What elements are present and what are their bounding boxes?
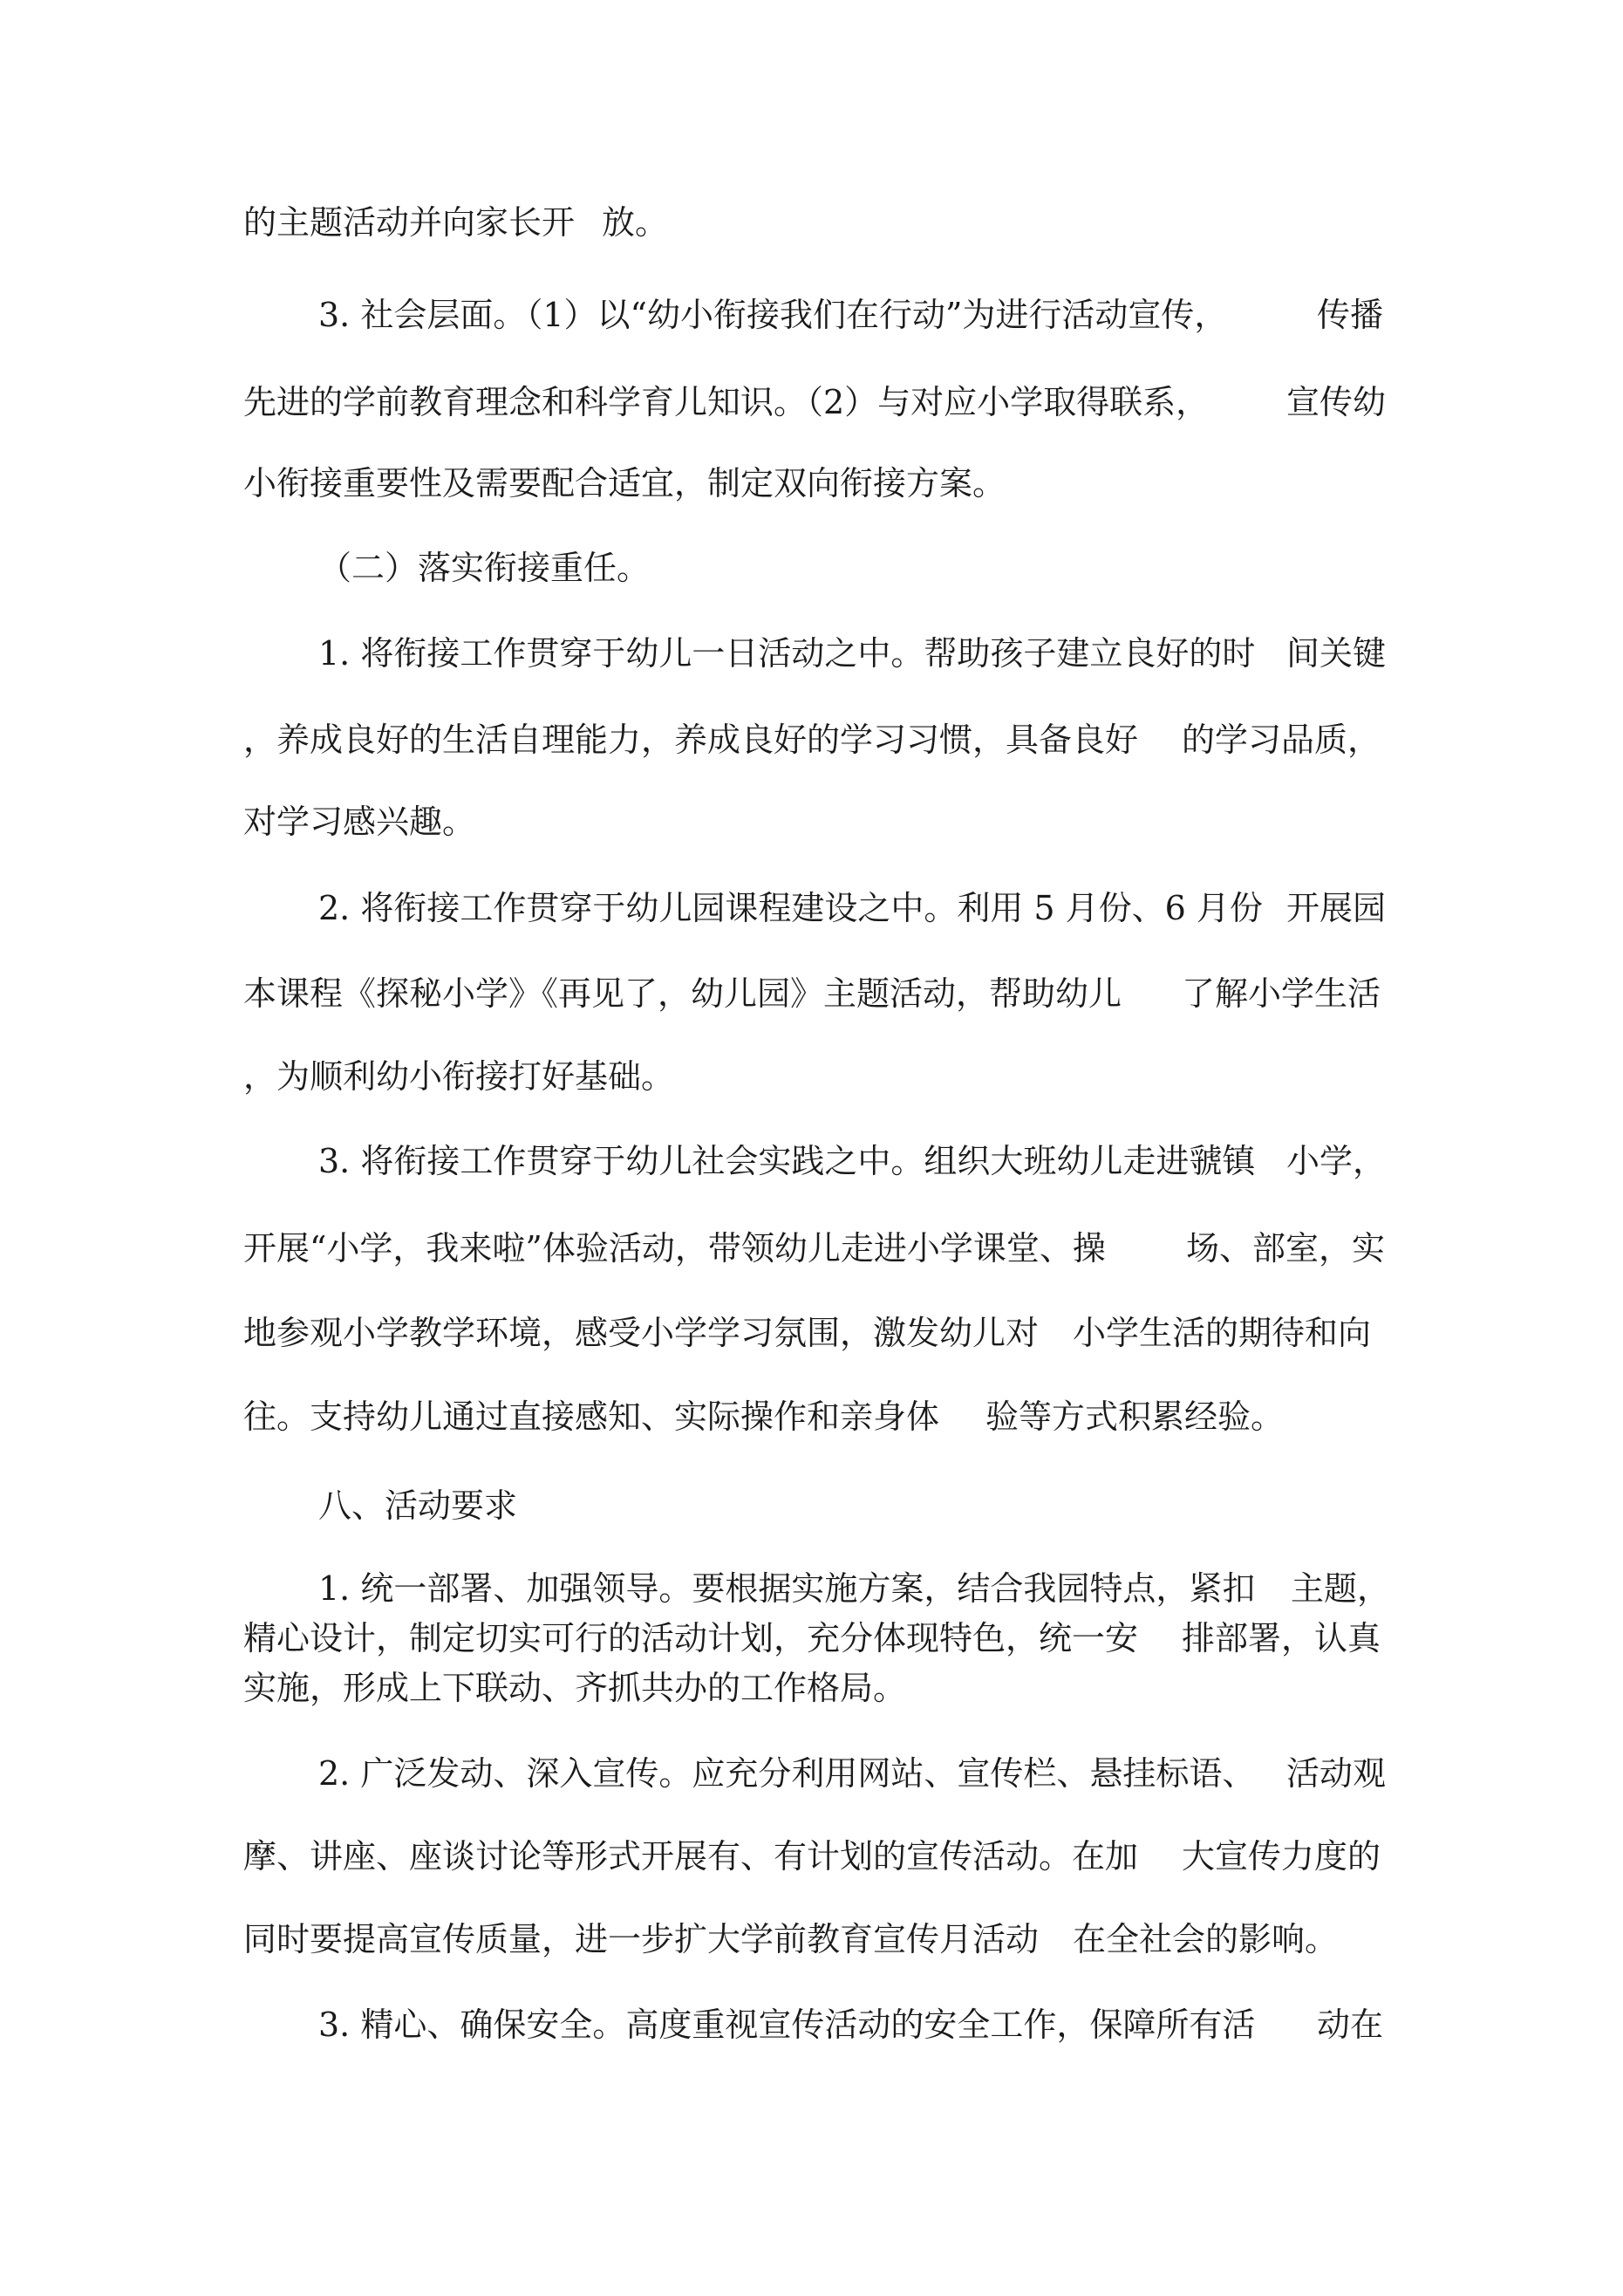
text-segment: 3. 社会层面。（1）以“幼小衔接我们在行动”为进行活动宣传，: [318, 296, 1228, 334]
text-line: [0, 632, 1623, 675]
text-line: [0, 972, 1623, 1015]
text-line: [0, 718, 1623, 762]
text-line: [0, 1666, 1623, 1710]
section-heading: [0, 546, 1623, 590]
text-line: [0, 1227, 1623, 1270]
text-segment: 间关键: [1286, 634, 1387, 673]
text-segment: 动在: [1317, 2006, 1384, 2044]
text-segment: 的主题活动并向家长开: [243, 203, 576, 242]
text-segment: 先进的学前教育理念和科学育儿知识。（2）与对应小学取得联系，: [243, 383, 1210, 421]
text-segment: 同时要提高宣传质量，进一步扩大学前教育宣传月活动: [243, 1920, 1040, 1958]
text-segment: 主题，: [1291, 1569, 1391, 1608]
text-segment: 1. 将衔接工作贯穿于幼儿一日活动之中。帮助孩子建立良好的时: [318, 634, 1256, 673]
text-segment: 本课程《探秘小学》《再见了，幼儿园》主题活动，帮助幼儿: [243, 974, 1122, 1013]
text-line: [0, 1917, 1623, 1961]
text-segment: 3. 精心、确保安全。高度重视宣传活动的安全工作，保障所有活: [318, 2006, 1256, 2044]
text-line: [0, 1567, 1623, 1610]
text-line: [0, 1395, 1623, 1438]
text-segment: 宣传幼: [1286, 383, 1387, 421]
text-line: [0, 1139, 1623, 1183]
text-segment: 场、部室，实: [1186, 1229, 1386, 1268]
text-segment: 了解小学生活: [1182, 974, 1381, 1013]
text-segment: 小学生活的期待和向: [1073, 1314, 1372, 1352]
text-line: [0, 380, 1623, 424]
text-segment: 在全社会的影响。: [1073, 1920, 1339, 1958]
text-line: [0, 800, 1623, 844]
text-segment: 往。支持幼儿通过直接感知、实际操作和亲身体: [243, 1397, 940, 1436]
text-line: [0, 1311, 1623, 1355]
text-segment: 的学习品质，: [1182, 721, 1381, 759]
text-segment: 精心设计，制定切实可行的活动计划，充分体现特色，统一安: [243, 1619, 1139, 1657]
text-line: [0, 461, 1623, 505]
text-segment: 实施，形成上下联动、齐抓共办的工作格局。: [243, 1669, 907, 1707]
text-segment: 开展“小学，我来啦”体验活动，带领幼儿走进小学课堂、操: [243, 1229, 1106, 1268]
text-line: [0, 1055, 1623, 1098]
text-segment: 排部署，认真: [1182, 1619, 1381, 1657]
text-line: [0, 886, 1623, 930]
text-segment: ，为顺利幼小衔接打好基础。: [243, 1057, 675, 1096]
text-line: [0, 1752, 1623, 1795]
text-segment: 对学习感兴趣。: [243, 803, 476, 841]
text-segment: 传播: [1317, 296, 1384, 334]
text-segment: 八、活动要求: [318, 1486, 518, 1525]
text-line: [0, 293, 1623, 337]
text-line: [0, 2003, 1623, 2047]
text-segment: 3. 将衔接工作贯穿于幼儿社会实践之中。组织大班幼儿走进虢镇: [318, 1142, 1256, 1180]
text-segment: 地参观小学教学环境，感受小学学习氛围，激发幼儿对: [243, 1314, 1040, 1352]
text-segment: 活动观: [1286, 1754, 1387, 1793]
text-segment: 小学，: [1286, 1142, 1387, 1180]
text-segment: （二）落实衔接重任。: [318, 549, 651, 587]
text-segment: 1. 统一部署、加强领导。要根据实施方案，结合我园特点，紧扣: [318, 1569, 1256, 1608]
text-line: [0, 1835, 1623, 1878]
text-line: [0, 1616, 1623, 1660]
text-segment: ，养成良好的生活自理能力，养成良好的学习习惯，具备良好: [243, 721, 1139, 759]
text-segment: 2. 将衔接工作贯穿于幼儿园课程建设之中。利用 5 月份、6 月份: [318, 889, 1263, 927]
text-segment: 开展园: [1286, 889, 1387, 927]
text-segment: 大宣传力度的: [1182, 1837, 1381, 1876]
text-segment: 2. 广泛发动、深入宣传。应充分利用网站、宣传栏、悬挂标语、: [318, 1754, 1256, 1793]
text-segment: 摩、讲座、座谈讨论等形式开展有、有计划的宣传活动。在加: [243, 1837, 1139, 1876]
text-segment: 放。: [602, 203, 669, 242]
text-line: [0, 201, 1623, 244]
text-segment: 小衔接重要性及需要配合适宜，制定双向衔接方案。: [243, 464, 1006, 502]
section-heading: [0, 1484, 1623, 1527]
text-segment: 验等方式积累经验。: [985, 1397, 1285, 1436]
